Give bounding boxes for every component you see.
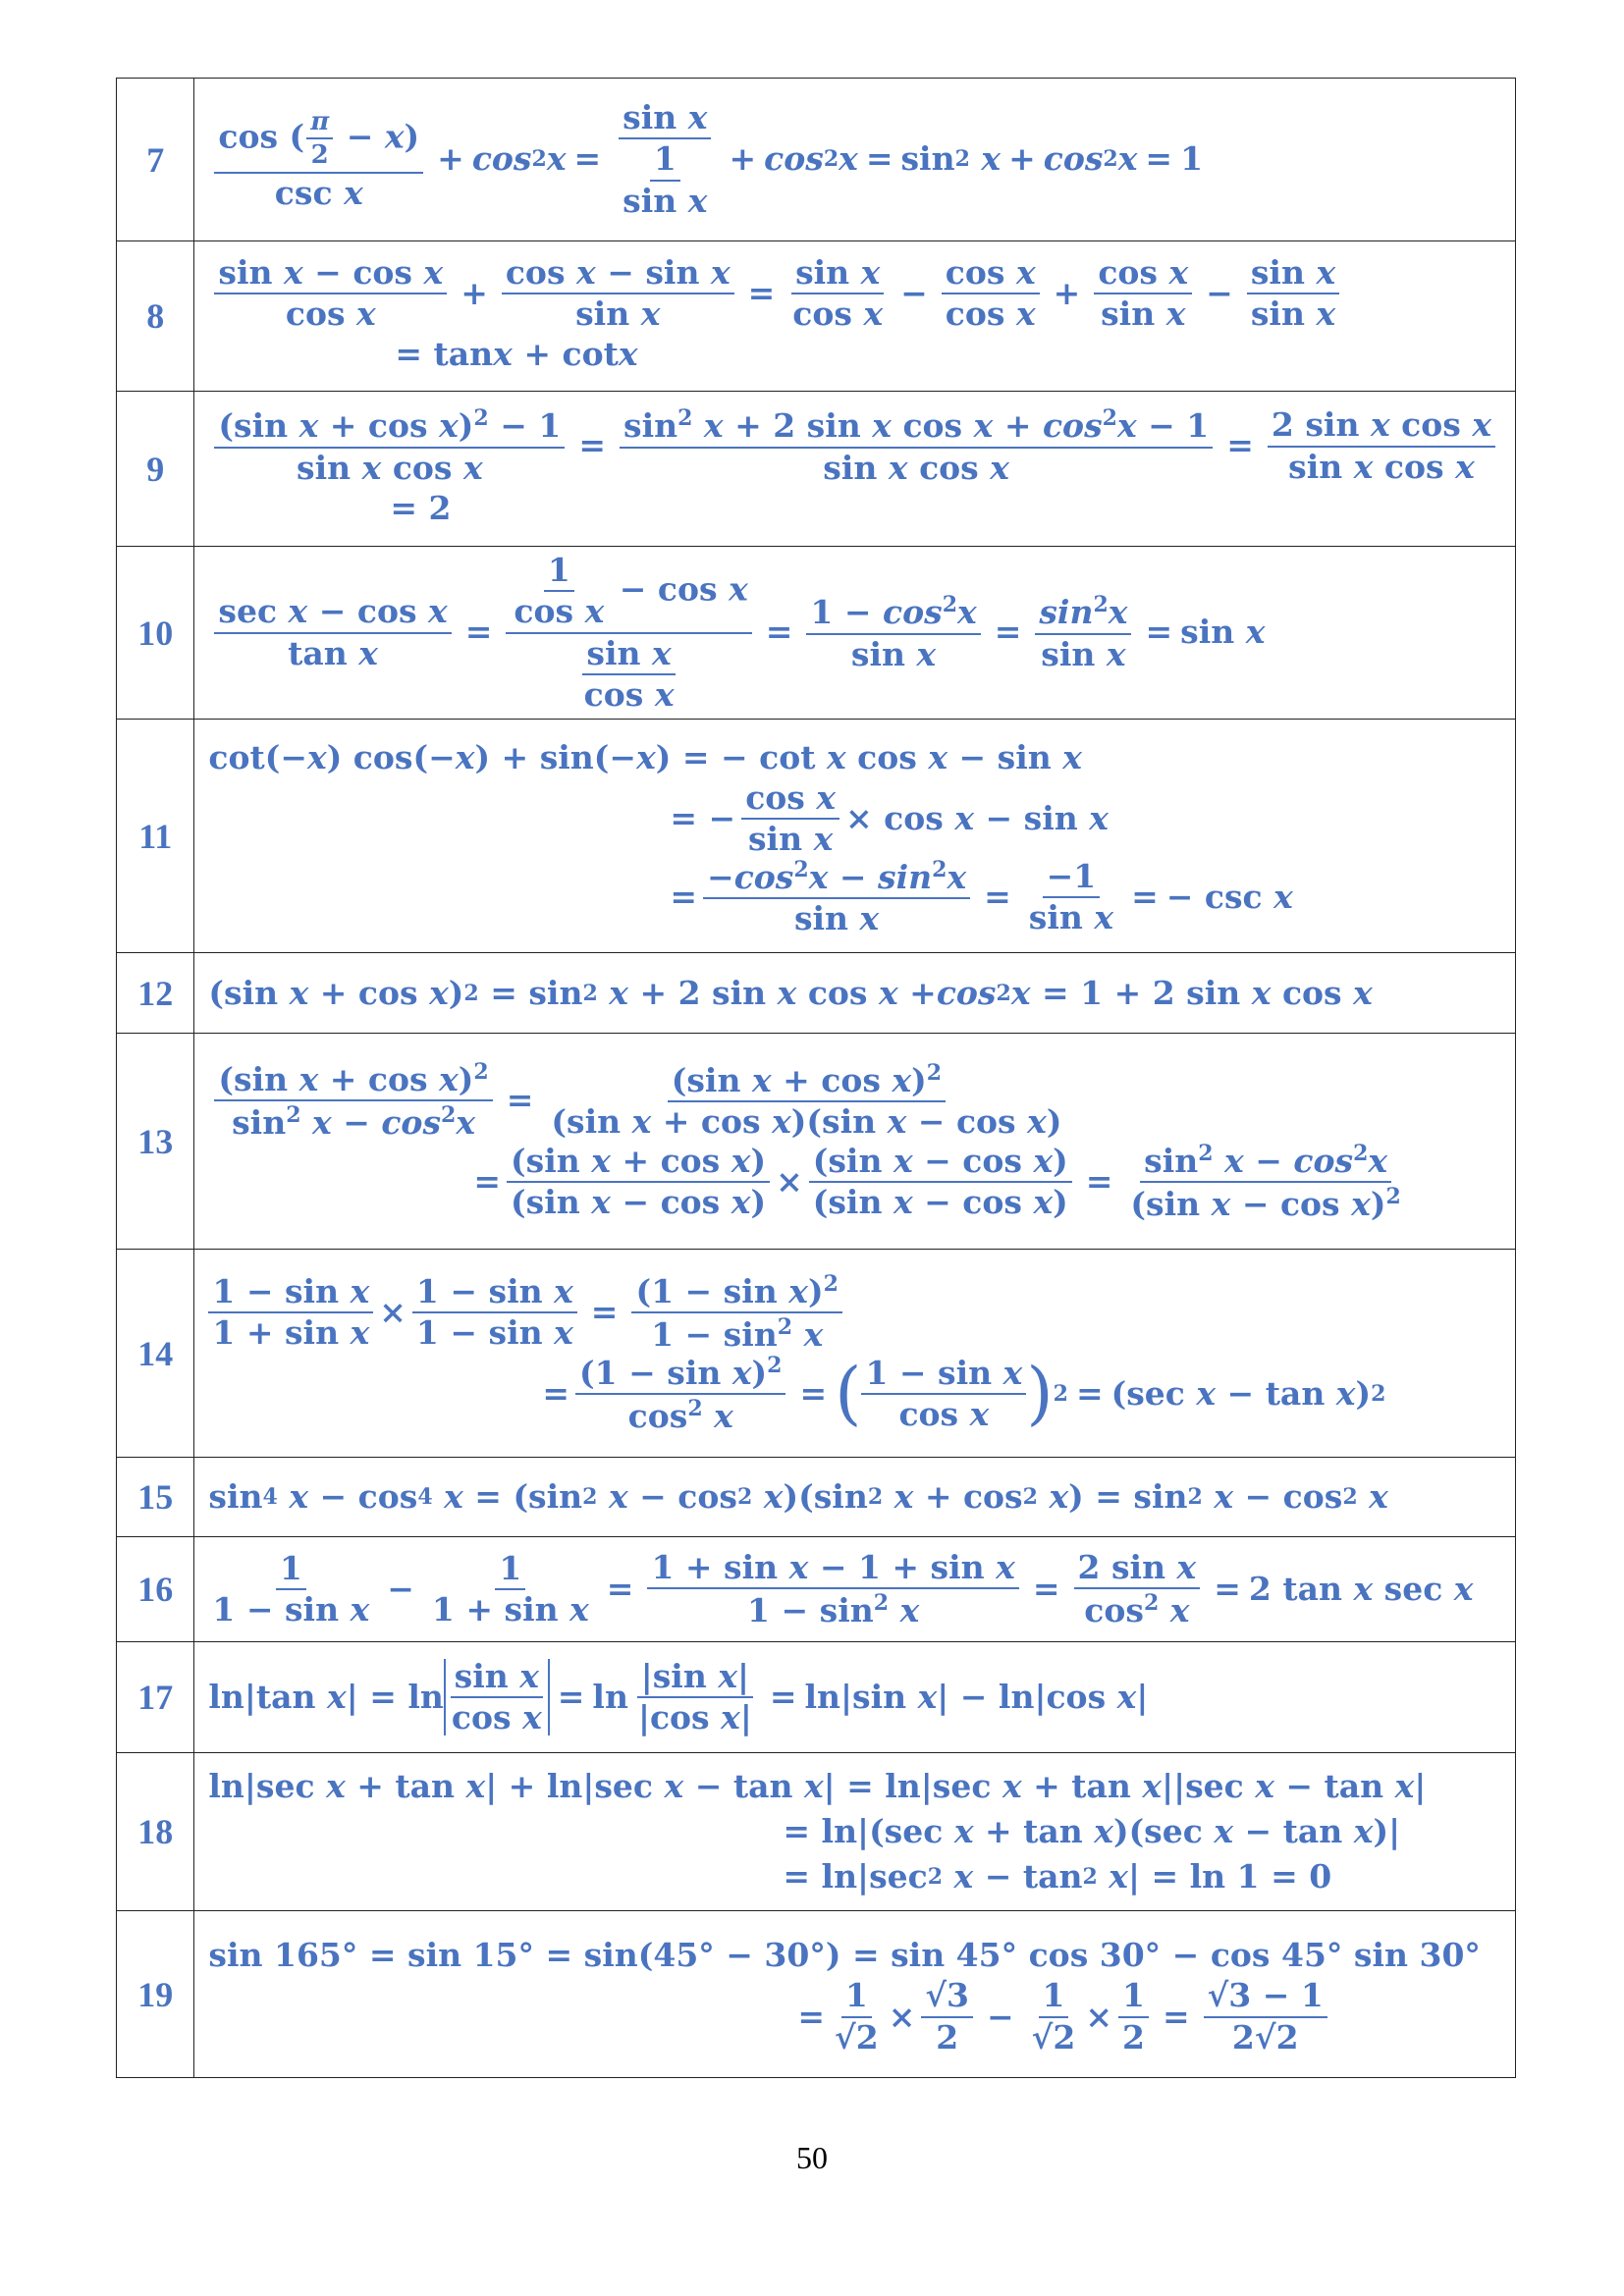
table-row: [117, 241, 1516, 392]
equation-cell: $\frac{\text{1 − sin x}}{\text{1 + sin x}}$ × $\frac{\text{1 − sin x}}{\text{1 − sin x}}$ = $\frac{(1 - \sin x)^2}{1 - \sin^2 x}$ = $\frac{(1 - \sin x)^2}{\cos^2 x}$ = ( $\frac{\text{1 − sin x}}{\text{cos x}}$ ) 2 = (sec x − tan x ) 2: [194, 1250, 1516, 1458]
row-number: 8: [117, 241, 194, 392]
solutions-table: [116, 78, 1516, 2078]
row-number: 12: [117, 953, 194, 1034]
table-row: [117, 1642, 1516, 1753]
row-number: 14: [117, 1250, 194, 1458]
table-row: [117, 953, 1516, 1034]
row-number: 17: [117, 1642, 194, 1753]
table-row: [117, 1911, 1516, 2078]
row-number: 18: [117, 1753, 194, 1911]
equation-cell: ln|sec x + tan x | + ln|sec x − tan x | = ln|sec x + tan x ||sec x − tan x | = ln|(sec x + tan x )(sec x − tan x )| = ln|sec 2 x − tan 2 x | = ln 1 = 0: [194, 1753, 1516, 1911]
table-row: [117, 79, 1516, 241]
equation-cell: cot(− x ) cos(− x ) + sin(− x ) = − cot x cos x − sin x = − $\frac{\text{cos x}}{\text{sin x}}$ × cos x − sin x = $\frac{-\cos^2x - \sin^2x}{\text{sin x}}$ = $\frac{-1}{\text{sin x}}$ = − csc x: [194, 720, 1516, 953]
equation-cell: [194, 79, 1516, 241]
table-row: [117, 1753, 1516, 1911]
table-row: [117, 392, 1516, 547]
equation-cell: $\frac{\text{sin x − cos x}}{\text{cos x}}$ + $\frac{\text{cos x − sin x}}{\text{sin x}}$ = $\frac{\text{sin x}}{\text{cos x}}$ − $\frac{\text{cos x}}{\text{cos x}}$ + $\frac{\text{cos x}}{\text{sin x}}$ − $\frac{\text{sin x}}{\text{sin x}}$ = tan x + cot x: [194, 241, 1516, 392]
row-number: 19: [117, 1911, 194, 2078]
table-row: [117, 1458, 1516, 1537]
row-number: 7: [117, 79, 194, 241]
table-row: [117, 1034, 1516, 1250]
row-number: 16: [117, 1537, 194, 1642]
equation-cell: (sin x + cos x ) 2 = sin 2 x + 2 sin x cos x + cos 2 x = 1 + 2 sin x cos x: [194, 953, 1516, 1034]
row-number: 13: [117, 1034, 194, 1250]
table-row: [117, 1537, 1516, 1642]
table-row: [117, 547, 1516, 720]
equation-cell: $\frac{\text{sec x − cos x}}{\text{tan x}}$ = $\frac{1}{\text{cos x}}$ − cos x $\frac{\text{sin x}}{\text{cos x}}$ = $\frac{1 - \cos^2x}{\text{sin x}}$ = $\frac{\sin^2x}{\text{sin x}}$ = sin x: [194, 547, 1516, 720]
equation-visual: cos ( $\frac{\pi}{2}$ − x) csc x + cos 2 x = $\frac{\text{sin x}}{\frac{1}{\text{sin x}}}$ + cos 2 x = sin 2 x + cos 2 x = 1: [208, 100, 1501, 219]
equation-cell: sin 165° = sin 15° = sin(45° − 30°) = sin 45° cos 30° − cos 45° sin 30° = $\frac{1}{√2}$ × $\frac{√3}{2}$ − $\frac{1}{√2}$ × $\frac{1}{2}$ = $\frac{√3 - 1}{2√2}$: [194, 1911, 1516, 2078]
page-number: 50: [796, 2140, 828, 2175]
equation-cell: ln|tan x | = ln $\frac{\text{sin x}}{\text{cos x}}$ = ln $\frac{\text{|sin x|}}{\text{|cos x|}}$ = ln|sin x | − ln|cos x |: [194, 1642, 1516, 1753]
row-number: 9: [117, 392, 194, 547]
row-number: 11: [117, 720, 194, 953]
equation-cell: sin 4 x − cos 4 x = (sin 2 x − cos 2 x )(sin 2 x + cos 2 x ) = sin 2 x − cos 2 x: [194, 1458, 1516, 1537]
table-row: [117, 1250, 1516, 1458]
equation-cell: $\frac{(\sin x + \cos x)^2 - 1}{\text{sin x cos x}}$ = $\frac{\sin^2 x + 2 \sin x \cos x + \cos^2x - 1}{\text{sin x cos x}}$ = $\frac{\text{2 sin x cos x}}{\text{sin x cos x}}$ = 2: [194, 392, 1516, 547]
equation-cell: $\frac{(\sin x + \cos x)^2}{\sin^2 x - \cos^2x}$ = $\frac{(\sin x + \cos x)^2}{\text{(sin x + cos x)(sin x − cos x)}}$ = $\frac{\text{(sin x + cos x)}}{\text{(sin x − cos x)}}$ × $\frac{\text{(sin x − cos x)}}{\text{(sin x − cos x)}}$ = $\frac{\sin^2 x - \cos^2x}{(\sin x - \cos x)^2}$: [194, 1034, 1516, 1250]
table-row: [117, 720, 1516, 953]
equation-cell: $\frac{1}{\text{1 − sin x}}$ − $\frac{1}{\text{1 + sin x}}$ = $\frac{\text{1 + sin x − 1 + sin x}}{1 - \sin^2 x}$ = $\frac{\text{2 sin x}}{\cos^2 x}$ = 2 tan x sec x: [194, 1537, 1516, 1642]
row-number: 10: [117, 547, 194, 720]
row-number: 15: [117, 1458, 194, 1537]
